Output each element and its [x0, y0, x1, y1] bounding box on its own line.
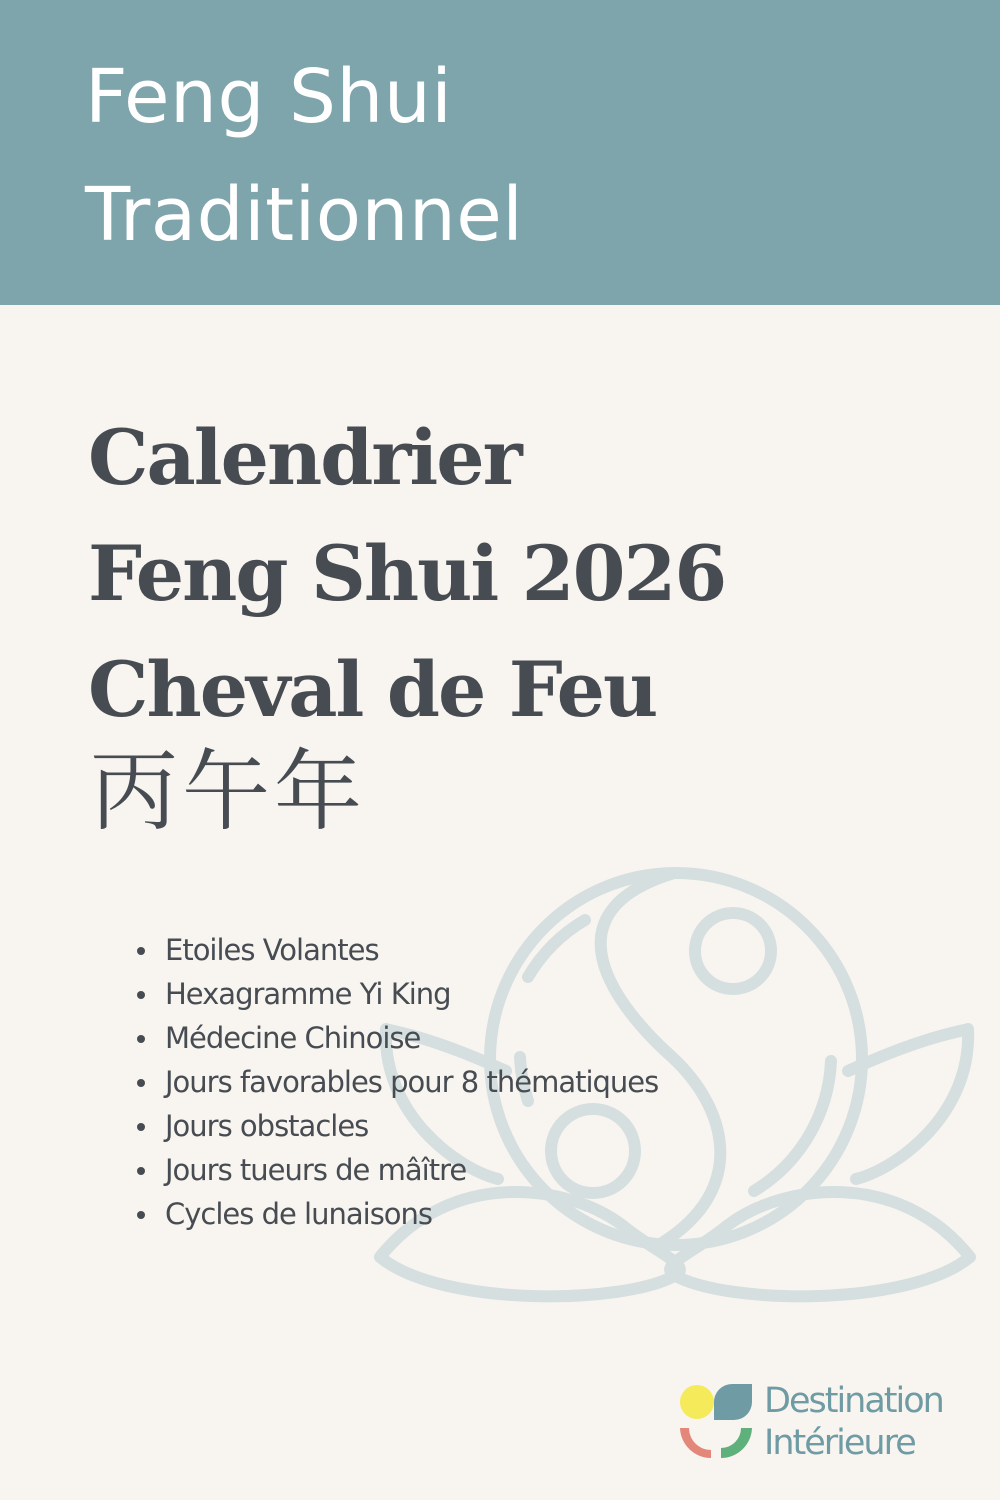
feature-item: Cycles de lunaisons [135, 1192, 658, 1236]
brand-name [764, 1380, 943, 1464]
main-title-line-3: Cheval de Feu [88, 645, 657, 734]
header-banner [0, 0, 1000, 305]
feature-item: Jours obstacles [135, 1104, 658, 1148]
features-list [135, 928, 658, 1236]
feature-item: Jours favorables pour 8 thématiques [135, 1060, 658, 1104]
header-title [85, 38, 523, 274]
header-title-line-1: Feng Shui [85, 54, 453, 140]
feature-item: Hexagramme Yi King [135, 972, 658, 1016]
chinese-year-title: 丙午年 [90, 740, 367, 843]
main-title-line-1: Calendrier [88, 413, 521, 502]
main-title [88, 400, 725, 748]
feature-item: Etoiles Volantes [135, 928, 658, 972]
destination-interieure-logo-icon [676, 1382, 756, 1462]
brand-logo [676, 1382, 958, 1462]
brand-name-line-1: Destination [764, 1381, 943, 1421]
brand-name-line-2: Intérieure [764, 1423, 915, 1463]
feature-item: Médecine Chinoise [135, 1016, 658, 1060]
feature-item: Jours tueurs de mâître [135, 1148, 658, 1192]
header-title-line-2: Traditionnel [85, 172, 524, 258]
main-title-line-2: Feng Shui 2026 [88, 529, 726, 618]
